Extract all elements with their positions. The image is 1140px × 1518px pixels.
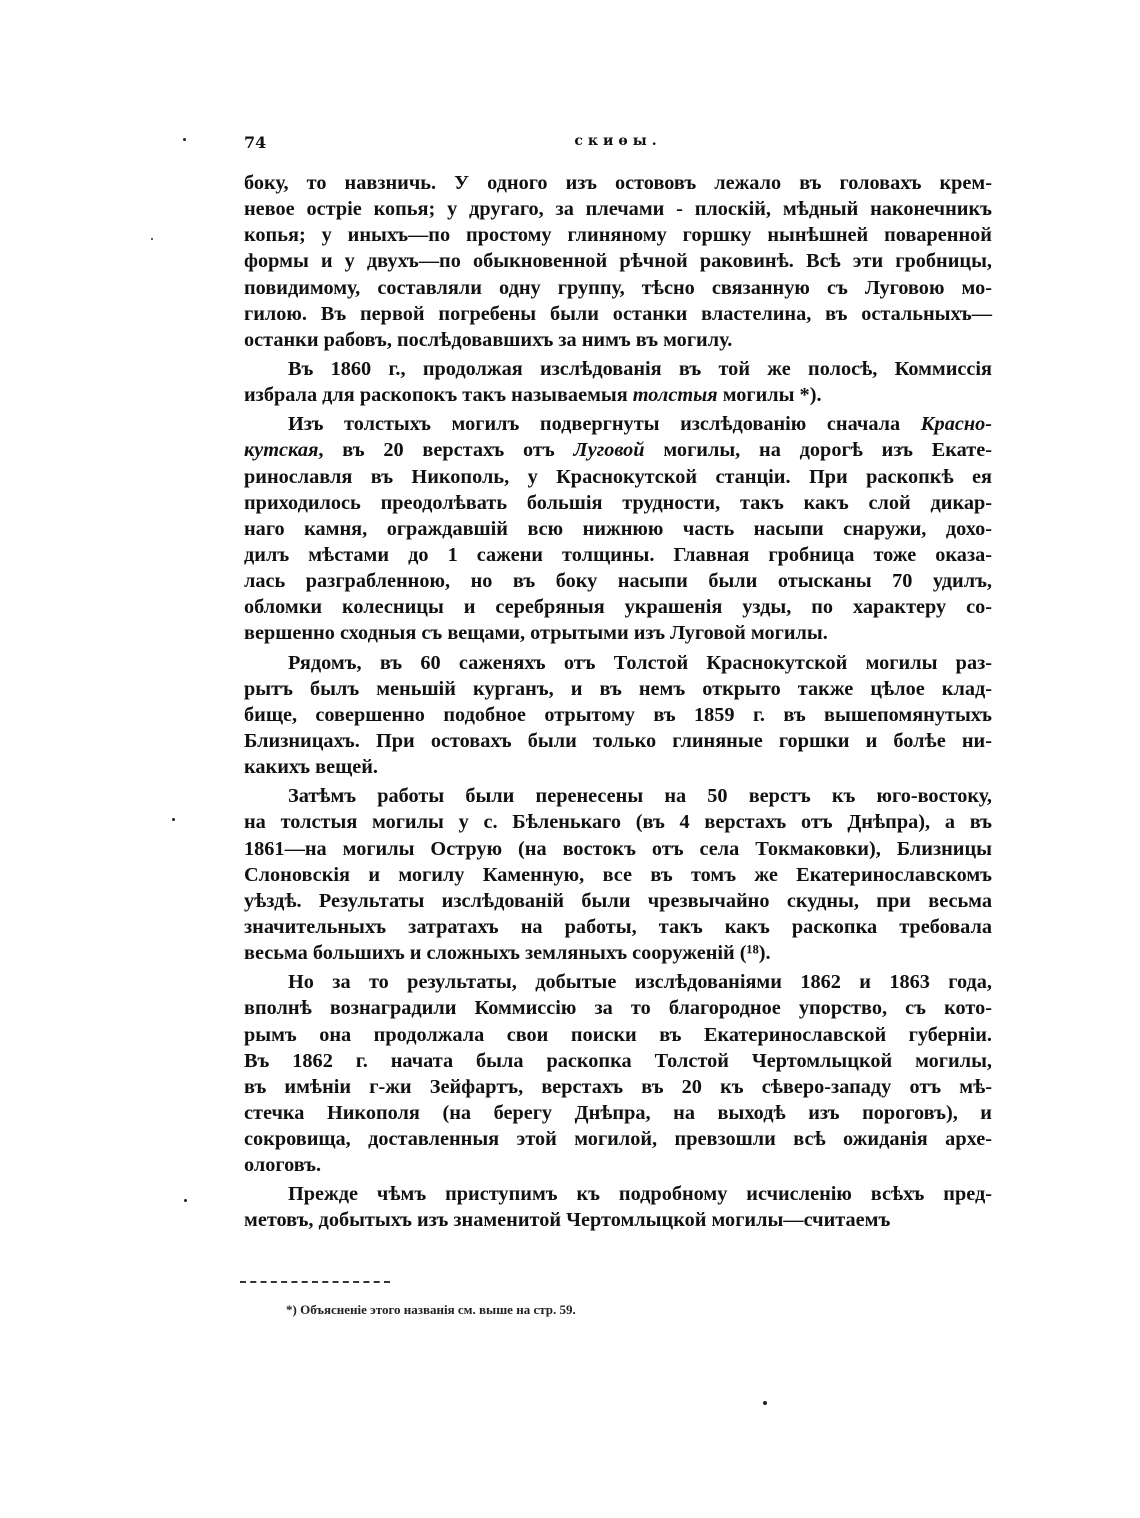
text-line: Изъ толстыхъ могилъ подвергнуты изслѣдованію сначала Красно-	[288, 413, 992, 436]
body-text	[244, 170, 992, 1237]
text-line: избрала для раскопокъ такъ называемыя толстыя могилы *).	[244, 384, 822, 407]
text-line: наго камня, ограждавшій всю нижнюю часть насыпи снаружи, дохо-	[244, 517, 992, 540]
text-line: вершенно сходныя съ вещами, отрытыми изъ Луговой могилы.	[244, 622, 828, 645]
page-number: 74	[244, 133, 267, 152]
text-line: приходилось преодолѣвать большія трудности, такъ какъ слой дикар-	[244, 491, 992, 514]
text-line: Прежде чѣмъ приступимъ къ подробному исчисленію всѣхъ пред-	[288, 1183, 992, 1206]
footnote: *) Объясненіе этого названія см. выше на стр. 59.	[286, 1302, 576, 1317]
text-line: Затѣмъ работы были перенесены на 50 верстъ къ юго-востоку,	[288, 785, 992, 808]
paragraph	[244, 170, 992, 353]
paragraph	[244, 1181, 992, 1233]
text-line: на толстыя могилы у с. Бѣленькаго (въ 4 верстахъ отъ Днѣпра), а въ	[244, 811, 992, 834]
scan-speck	[151, 238, 153, 240]
text-line: лась разграбленною, но въ боку насыпи были отысканы 70 удилъ,	[244, 570, 992, 593]
text-line: ринославля въ Никополь, у Краснокутской станціи. При раскопкѣ ея	[244, 465, 992, 488]
paragraph	[244, 783, 992, 966]
text-line: гилою. Въ первой погребены были останки властелина, въ остальныхъ—	[244, 302, 992, 325]
text-line: Рядомъ, въ 60 саженяхъ отъ Толстой Краснокутской могилы раз-	[288, 651, 992, 674]
scan-speck	[763, 1401, 767, 1405]
text-line: Близницахъ. При остовахъ были только глиняные горшки и болѣе ни-	[244, 729, 992, 752]
text-line: сокровища, доставленныя этой могилой, превзошли всѣ ожиданія архе-	[244, 1128, 992, 1151]
text-line: уѣздѣ. Результаты изслѣдованій были чрезвычайно скудны, при весьма	[244, 889, 992, 912]
text-line: копья; у иныхъ—по простому глиняному горшку нынѣшней поваренной	[244, 224, 992, 247]
text-line: Но за то результаты, добытые изслѣдованіями 1862 и 1863 года,	[288, 971, 992, 994]
scan-speck	[184, 1199, 187, 1202]
text-line: метовъ, добытыхъ изъ знаменитой Чертомлыцкой могилы—считаемъ	[244, 1209, 891, 1232]
running-title: скиөы.	[574, 133, 662, 149]
text-line: обломки колесницы и серебряныя украшенія узды, по характеру со-	[244, 596, 992, 619]
text-line: какихъ вещей.	[244, 756, 378, 779]
text-line: формы и у двухъ—по обыкновенной рѣчной раковинѣ. Всѣ эти гробницы,	[244, 250, 992, 273]
text-line: останки рабовъ, послѣдовавшихъ за нимъ въ могилу.	[244, 328, 733, 351]
text-line: боку, то навзничь. У одного изъ остововъ лежало въ головахъ крем-	[244, 172, 992, 194]
footnote-separator	[240, 1281, 390, 1283]
scan-speck	[172, 818, 175, 821]
text-line: Въ 1860 г., продолжая изслѣдованія въ той же полосѣ, Коммиссія	[288, 357, 992, 380]
paragraph	[244, 411, 992, 646]
text-line: Въ 1862 г. начата была раскопка Толстой Чертомлыцкой могилы,	[244, 1049, 992, 1072]
text-line: 1861—на могилы Острую (на востокъ отъ села Токмаковки), Близницы	[244, 837, 992, 860]
text-line: рытъ былъ меньшій курганъ, и въ немъ открыто также цѣлое клад-	[244, 677, 992, 700]
page-header	[244, 133, 992, 157]
text-line: рымъ она продолжала свои поиски въ Екатеринославской губерніи.	[244, 1023, 992, 1046]
text-line: значительныхъ затратахъ на работы, такъ какъ раскопка требовала	[244, 915, 992, 938]
text-line: повидимому, составляли одну группу, тѣсно связанную съ Луговою мо-	[244, 276, 992, 299]
paragraph	[244, 650, 992, 781]
text-line: дилъ мѣстами до 1 сажени толщины. Главная гробница тоже оказа-	[244, 543, 992, 566]
text-line: кутская, въ 20 верстахъ отъ Луговой могилы, на дорогѣ изъ Екате-	[244, 439, 992, 462]
paragraph	[244, 356, 992, 408]
scan-speck	[183, 138, 186, 141]
text-line: Слоновскія и могилу Каменную, все въ томъ же Екатеринославскомъ	[244, 863, 992, 886]
paragraph	[244, 969, 992, 1178]
text-line: бище, совершенно подобное отрытому въ 1859 г. въ вышепомянутыхъ	[244, 703, 992, 726]
text-line: въ имѣніи г-жи Зейфартъ, верстахъ въ 20 къ сѣверо-западу отъ мѣ-	[244, 1075, 992, 1098]
text-line: невое остріе копья; у другаго, за плечами - плоскій, мѣдный наконечникъ	[244, 198, 992, 221]
text-line: вполнѣ вознаградили Коммиссію за то благородное упорство, съ кото-	[244, 997, 992, 1020]
text-line: весьма большихъ и сложныхъ земляныхъ сооруженій (¹⁸).	[244, 942, 771, 965]
text-line: стечка Никополя (на берегу Днѣпра, на выходѣ изъ пороговъ), и	[244, 1101, 992, 1124]
text-line: ологовъ.	[244, 1154, 322, 1177]
